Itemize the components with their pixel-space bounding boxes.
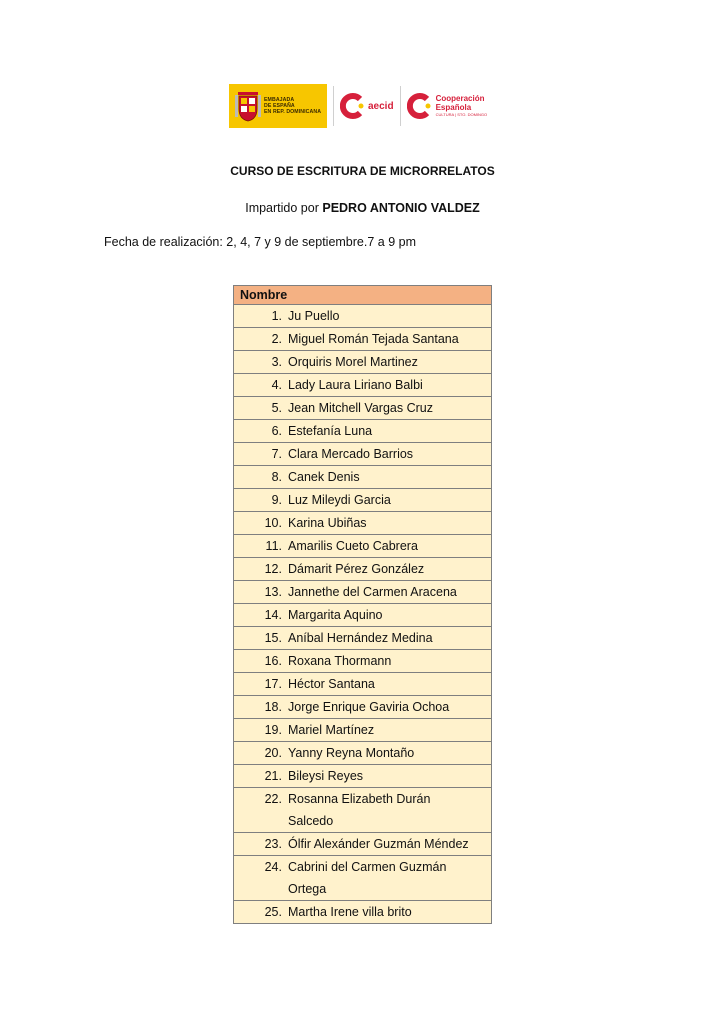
logo-banner [229, 84, 497, 128]
participants-table [233, 285, 492, 924]
participant-number: 11. [265, 539, 282, 553]
participant-cell [234, 443, 492, 466]
participant-number: 24. [264, 860, 282, 874]
cooperacion-line2: Española [435, 102, 472, 112]
participant-number: 23. [264, 837, 282, 851]
table-row [234, 581, 492, 604]
participant-name-line2: Ortega [288, 882, 327, 896]
participant-cell [234, 328, 492, 351]
participant-name: Jannethe del Carmen Aracena [288, 585, 457, 599]
cooperacion-line1: Cooperación [435, 93, 485, 103]
table-row [234, 627, 492, 650]
table-row [234, 765, 492, 788]
participant-number: 1. [271, 309, 282, 323]
table-row [234, 397, 492, 420]
table-row [234, 650, 492, 673]
logo-divider [400, 86, 401, 126]
participant-number: 8. [271, 470, 282, 484]
participant-number: 22. [264, 792, 282, 806]
embajada-line1: EMBAJADA [264, 97, 295, 103]
coat-of-arms-icon [235, 89, 261, 123]
participant-name: Lady Laura Liriano Balbi [288, 378, 423, 392]
participant-number: 15. [264, 631, 282, 645]
participant-number: 18. [264, 700, 282, 714]
participant-number: 19. [264, 723, 282, 737]
participant-name: Amarilis Cueto Cabrera [288, 539, 418, 553]
participant-cell [234, 627, 492, 650]
participant-name: Orquiris Morel Martinez [288, 355, 418, 369]
table-row [234, 558, 492, 581]
embajada-line2: DE ESPAÑA [264, 103, 295, 109]
aecid-name: aecid [368, 100, 394, 112]
instructor-name: PEDRO ANTONIO VALDEZ [322, 201, 480, 215]
instructor-line [0, 201, 725, 215]
table-row [234, 719, 492, 742]
participant-name: Miguel Román Tejada Santana [288, 332, 459, 346]
participant-cell [234, 512, 492, 535]
participant-number: 16. [264, 654, 282, 668]
participant-name [282, 788, 430, 832]
participant-number: 5. [271, 401, 282, 415]
participant-name-line1: Cabrini del Carmen Guzmán [288, 860, 447, 874]
participant-number: 13. [264, 585, 282, 599]
cooperacion-c-icon [407, 93, 433, 119]
table-row [234, 833, 492, 856]
participant-cell [234, 833, 492, 856]
aecid-c-icon [340, 93, 366, 119]
participant-name-line2: Salcedo [288, 814, 334, 828]
table-row [234, 535, 492, 558]
table-row [234, 443, 492, 466]
participant-name: Dámarit Pérez González [288, 562, 425, 576]
participant-name: Clara Mercado Barrios [288, 447, 414, 461]
table-row [234, 374, 492, 397]
participant-cell [234, 466, 492, 489]
participant-number: 9. [271, 493, 282, 507]
table-row [234, 742, 492, 765]
participant-number: 3. [271, 355, 282, 369]
table-row [234, 856, 492, 901]
participant-number: 25. [264, 905, 282, 919]
participant-cell [234, 696, 492, 719]
table-row [234, 604, 492, 627]
participant-name: Canek Denis [288, 470, 360, 484]
embajada-logo [229, 84, 327, 128]
participants-table-body [234, 305, 492, 924]
participant-name: Jorge Enrique Gaviria Ochoa [288, 700, 450, 714]
participant-name: Héctor Santana [288, 677, 375, 691]
participant-number: 7. [271, 447, 282, 461]
participant-name: Margarita Aquino [288, 608, 383, 622]
table-row [234, 673, 492, 696]
participant-name: Bileysi Reyes [288, 769, 364, 783]
participant-number: 21. [264, 769, 282, 783]
table-row [234, 328, 492, 351]
participant-number: 2. [271, 332, 282, 346]
table-row [234, 351, 492, 374]
table-row [234, 512, 492, 535]
table-row [234, 901, 492, 924]
course-dates: Fecha de realización: 2, 4, 7 y 9 de septiembre.7 a 9 pm [104, 235, 416, 249]
table-header-nombre: Nombre [234, 286, 492, 305]
participant-cell [234, 489, 492, 512]
participant-cell [234, 535, 492, 558]
participant-name: Estefanía Luna [288, 424, 373, 438]
aecid-logo [340, 84, 394, 128]
participant-number: 17. [264, 677, 282, 691]
participant-cell [234, 719, 492, 742]
participant-number: 10. [264, 516, 282, 530]
table-row [234, 420, 492, 443]
cooperacion-line3: CULTURA | STO. DOMINGO [435, 111, 488, 117]
participant-cell [234, 581, 492, 604]
participant-cell [234, 673, 492, 696]
table-row [234, 696, 492, 719]
participant-name: Karina Ubiñas [288, 516, 367, 530]
table-row [234, 466, 492, 489]
participant-number: 20. [264, 746, 282, 760]
participant-name: Luz Mileydi Garcia [288, 493, 391, 507]
participant-name: Ólfir Alexánder Guzmán Méndez [288, 837, 469, 851]
participant-cell [234, 901, 492, 924]
participant-name: Ju Puello [288, 309, 340, 323]
participant-cell [234, 305, 492, 328]
instructor-prefix: Impartido por [245, 201, 319, 215]
table-row [234, 788, 492, 833]
participant-cell [234, 604, 492, 627]
logo-divider [333, 86, 334, 126]
participant-name: Roxana Thormann [288, 654, 392, 668]
participant-name: Aníbal Hernández Medina [288, 631, 433, 645]
participant-name: Yanny Reyna Montaño [288, 746, 415, 760]
table-row [234, 305, 492, 328]
participant-cell [234, 765, 492, 788]
participant-number: 14. [264, 608, 282, 622]
participant-cell [234, 788, 492, 833]
participant-cell [234, 742, 492, 765]
participant-number: 12. [264, 562, 282, 576]
embajada-line3: EN REP. DOMINICANA [264, 109, 322, 115]
table-row [234, 489, 492, 512]
participant-name-line1: Rosanna Elizabeth Durán [288, 792, 431, 806]
participant-name: Jean Mitchell Vargas Cruz [288, 401, 433, 415]
participant-cell [234, 351, 492, 374]
participant-number: 6. [271, 424, 282, 438]
participant-cell [234, 558, 492, 581]
participant-cell [234, 650, 492, 673]
cooperacion-logo [407, 84, 488, 128]
participant-cell [234, 420, 492, 443]
participant-name: Martha Irene villa brito [288, 905, 412, 919]
participant-number: 4. [271, 378, 282, 392]
participant-cell [234, 856, 492, 901]
participant-name: Mariel Martínez [288, 723, 375, 737]
course-title: CURSO DE ESCRITURA DE MICRORRELATOS [230, 164, 495, 178]
participant-cell [234, 397, 492, 420]
participant-name [282, 856, 446, 900]
participant-cell [234, 374, 492, 397]
